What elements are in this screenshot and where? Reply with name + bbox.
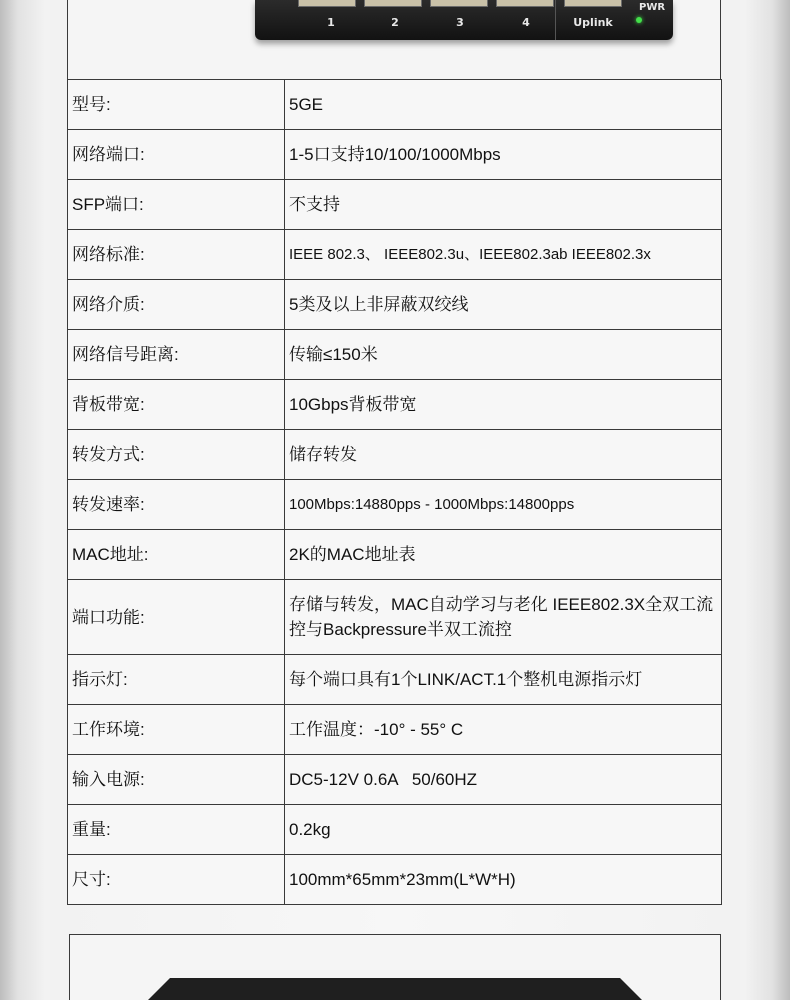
spec-label: 网络标准: — [68, 230, 285, 280]
port-label-1: 1 — [327, 16, 335, 29]
spec-row-mac-address — [68, 530, 722, 580]
spec-label: 网络端口: — [68, 130, 285, 180]
spec-row-forwarding-mode — [68, 430, 722, 480]
spec-value: 不支持 — [285, 180, 722, 230]
switch-device-top-image — [130, 978, 660, 1000]
ethernet-port-3 — [430, 0, 488, 7]
spec-value: 100mm*65mm*23mm(L*W*H) — [285, 855, 722, 905]
spec-label: 背板带宽: — [68, 380, 285, 430]
spec-row-environment — [68, 705, 722, 755]
ethernet-port-2 — [364, 0, 422, 7]
spec-label: 转发速率: — [68, 480, 285, 530]
spec-label: 转发方式: — [68, 430, 285, 480]
spec-row-sfp-ports — [68, 180, 722, 230]
spec-value: 5GE — [285, 80, 722, 130]
spec-value: 2K的MAC地址表 — [285, 530, 722, 580]
spec-value: 1-5口支持10/100/1000Mbps — [285, 130, 722, 180]
ethernet-port-uplink — [564, 0, 622, 7]
spec-label: 网络介质: — [68, 280, 285, 330]
spec-row-power-input — [68, 755, 722, 805]
ethernet-port-4 — [496, 0, 554, 7]
spec-value: 100Mbps:14880pps - 1000Mbps:14800pps — [285, 480, 722, 530]
spec-row-forwarding-rate — [68, 480, 722, 530]
bottom-product-frame — [69, 934, 721, 1000]
spec-value: 5类及以上非屏蔽双绞线 — [285, 280, 722, 330]
port-label-4: 4 — [522, 16, 530, 29]
spec-row-port-function — [68, 580, 722, 655]
spec-label: 端口功能: — [68, 580, 285, 655]
spec-label: 重量: — [68, 805, 285, 855]
port-divider — [555, 0, 556, 40]
spec-value: 0.2kg — [285, 805, 722, 855]
port-label-uplink: Uplink — [573, 16, 613, 29]
power-led-icon — [636, 17, 642, 23]
spec-value: 每个端口具有1个LINK/ACT.1个整机电源指示灯 — [285, 655, 722, 705]
spec-label: 型号: — [68, 80, 285, 130]
ethernet-port-1 — [298, 0, 356, 7]
spec-table — [67, 79, 722, 905]
spec-row-network-media — [68, 280, 722, 330]
spec-row-weight — [68, 805, 722, 855]
spec-value: 工作温度：-10° - 55° C — [285, 705, 722, 755]
spec-label: 指示灯: — [68, 655, 285, 705]
spec-row-network-standard — [68, 230, 722, 280]
spec-value: 存储与转发，MAC自动学习与老化 IEEE802.3X全双工流控与Backpressure半双工流控 — [285, 580, 722, 655]
port-label-2: 2 — [391, 16, 399, 29]
power-label: PWR — [639, 2, 666, 13]
spec-value: DC5-12V 0.6A 50/60HZ — [285, 755, 722, 805]
spec-row-model — [68, 80, 722, 130]
spec-row-dimensions — [68, 855, 722, 905]
spec-label: SFP端口: — [68, 180, 285, 230]
spec-row-network-ports — [68, 130, 722, 180]
product-image-frame — [67, 0, 721, 80]
spec-label: 工作环境: — [68, 705, 285, 755]
switch-device-image — [255, 0, 673, 40]
spec-label: 网络信号距离: — [68, 330, 285, 380]
spec-label: 输入电源: — [68, 755, 285, 805]
spec-value: 10Gbps背板带宽 — [285, 380, 722, 430]
spec-label: 尺寸: — [68, 855, 285, 905]
spec-value: 传输≤150米 — [285, 330, 722, 380]
spec-value: IEEE 802.3、 IEEE802.3u、IEEE802.3ab IEEE802.3x — [285, 230, 722, 280]
spec-value: 储存转发 — [285, 430, 722, 480]
spec-row-signal-distance — [68, 330, 722, 380]
spec-row-indicator — [68, 655, 722, 705]
spec-label: MAC地址: — [68, 530, 285, 580]
port-label-3: 3 — [456, 16, 464, 29]
spec-row-backplane — [68, 380, 722, 430]
